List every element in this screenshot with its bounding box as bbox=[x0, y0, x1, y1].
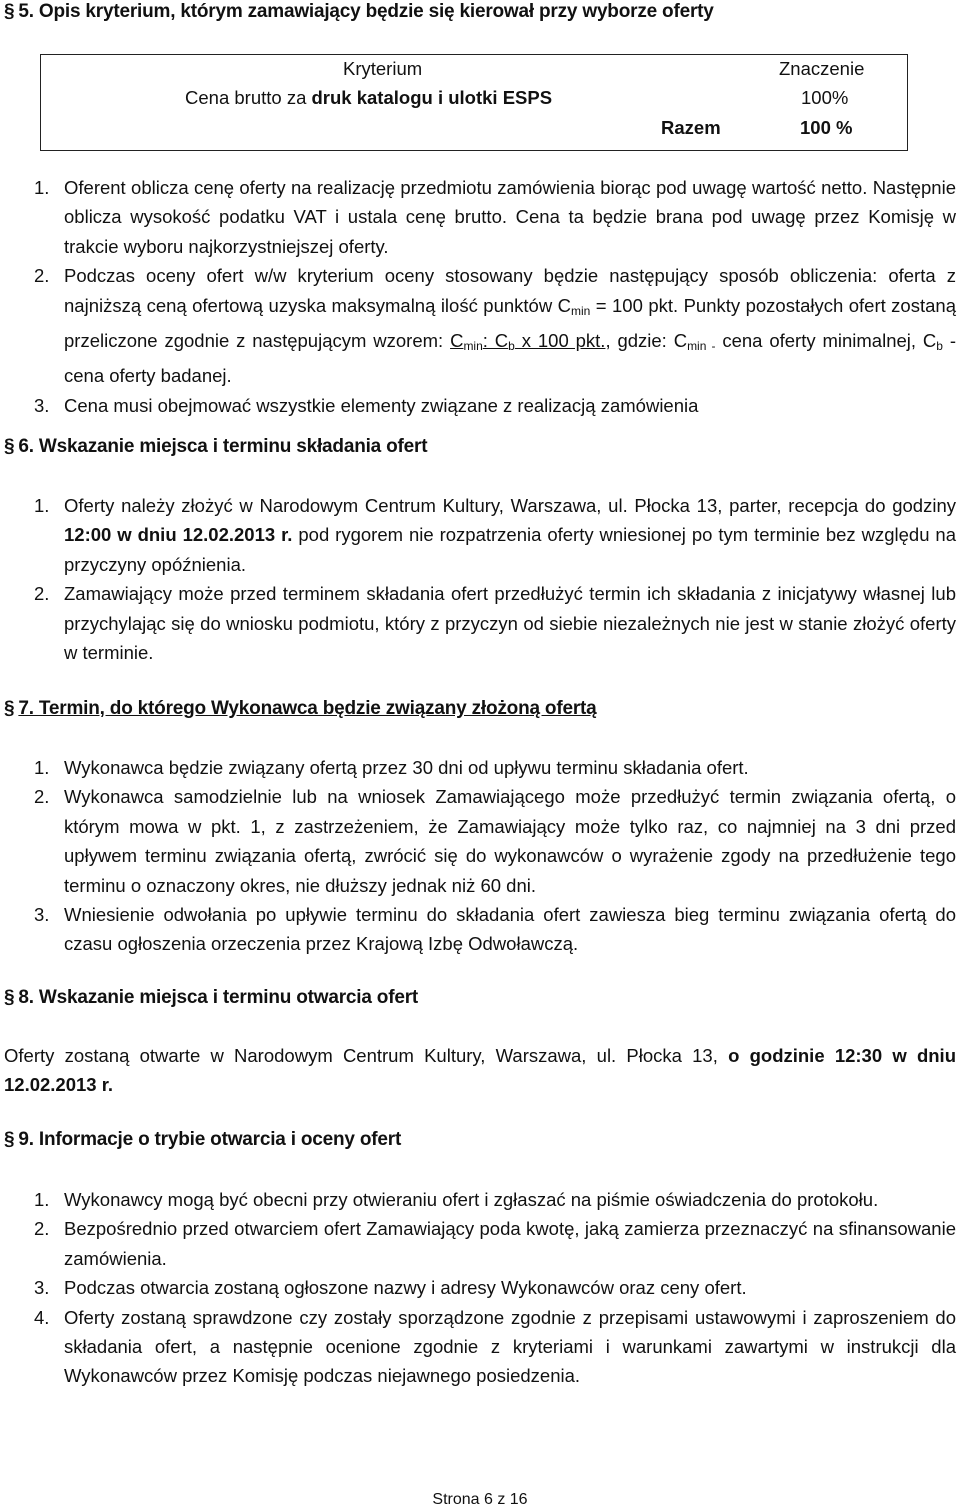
section-9-title: 9. Informacje o trybie otwarcia i oceny ofert bbox=[18, 1129, 402, 1150]
item-number: 4. bbox=[34, 1306, 50, 1328]
item-text: Oferty należy złożyć w Narodowym Centrum Kultury, Warszawa, ul. Płocka 13, parter, recepcja do godziny 12:00 w dniu 12.02.2013 r. pod rygorem nie rozpatrzenia oferty wniesionej po tym terminie bez względu na przyczyny opóźnienia. bbox=[64, 495, 957, 575]
section-7-list bbox=[34, 753, 956, 959]
section-5-list bbox=[34, 173, 956, 420]
item-text: Podczas otwarcia zostaną ogłoszone nazwy i adresy Wykonawców oraz ceny ofert. bbox=[64, 1277, 747, 1299]
criteria-table bbox=[40, 54, 908, 151]
total-label: Razem bbox=[661, 117, 721, 138]
item-number: 3. bbox=[34, 904, 50, 926]
list-item bbox=[34, 173, 956, 261]
section-6-heading bbox=[4, 436, 427, 458]
item-text: Wniesienie odwołania po upływie terminu do składania ofert zawiesza bieg terminu związania ofertą do czasu ogłoszenia orzeczenia przez Krajową Izbę Odwoławczą. bbox=[64, 904, 956, 955]
section-6-list bbox=[34, 491, 956, 667]
list-item bbox=[34, 491, 956, 579]
section-6-title: 6. Wskazanie miejsca i terminu składania ofert bbox=[18, 436, 428, 457]
item-number: 2. bbox=[34, 1218, 50, 1240]
item-number: 2. bbox=[34, 786, 50, 808]
section-sign: § bbox=[4, 1, 15, 22]
section-sign: § bbox=[4, 698, 15, 719]
formula: $C_{min}$: $C_b$ x 100 pkt. bbox=[450, 330, 606, 354]
list-item bbox=[34, 391, 956, 420]
section-7-title: 7. Termin, do którego Wykonawca będzie związany złożoną ofertą bbox=[18, 698, 597, 719]
item-text: Wykonawcy mogą być obecni przy otwieraniu ofert i zgłaszać na piśmie oświadczenia do protokołu. bbox=[64, 1189, 879, 1210]
item-text: Podczas oceny ofert w/w kryterium oceny stosowany będzie następujący sposób obliczenia: oferta z najniższą ceną ofertową uzyska maksymalną ilość punktów $C_{min} = 100$ pkt. Punkty pozostałych ofert zostaną przeliczone zgodnie z następującym wzorem: $C_{min}$: $C_b$ x 100 pkt., gdzie: $C_{min -}$ cena oferty minimalnej, $C_b$ - cena oferty badanej. bbox=[64, 265, 957, 387]
header-kryterium: Kryterium bbox=[343, 58, 423, 79]
list-item bbox=[34, 579, 956, 667]
item-number: 1. bbox=[34, 757, 50, 778]
item-text: Wykonawca samodzielnie lub na wniosek Zamawiającego może przedłużyć termin związania ofertą, o którym mowa w pkt. 1, z zastrzeżeniem, że Zamawiający może tylko raz, co najmniej na 3 dni przed upływem terminu związania ofertą, zwrócić się do wykonawców o wyrażenie zgody na przedłużenie tego terminu o oznaczony okres, nie dłuższy jednak niż 60 dni. bbox=[64, 786, 956, 896]
item-text: Zamawiający może przed terminem składania ofert przedłużyć termin ich składania z inicjatywy własnej lub przychylając się do wniosku podmiotu, który z przyczyn od siebie niezależnych nie jest w stanie złożyć oferty w terminie. bbox=[64, 583, 956, 664]
section-sign: § bbox=[4, 436, 15, 457]
item-text: Wykonawca będzie związany ofertą przez 30 dni od upływu terminu składania ofert. bbox=[64, 757, 749, 778]
item-text: Cena musi obejmować wszystkie elementy związane z realizacją zamówienia bbox=[64, 394, 699, 416]
list-item bbox=[34, 1185, 956, 1214]
item-text: Oferent oblicza cenę oferty na realizację przedmiotu zamówienia biorąc pod uwagę wartość netto. Następnie oblicza wysokość podatku VAT i ustala cenę brutto. Cena ta będzie brana pod uwagę przez Komisję w trakcie wyboru najkorzystniejszej oferty. bbox=[64, 177, 956, 257]
item-number: 1. bbox=[34, 495, 50, 516]
criterion-label-text: Cena brutto za bbox=[185, 87, 312, 108]
list-item bbox=[34, 900, 956, 959]
section-8-heading bbox=[4, 987, 418, 1009]
section-8-paragraph: Oferty zostaną otwarte w Narodowym Centrum Kultury, Warszawa, ul. Płocka 13, o godzinie 12:30 w dniu 12.02.2013 r. bbox=[4, 1045, 956, 1096]
list-item bbox=[34, 1214, 956, 1273]
item-text: Bezpośrednio przed otwarciem ofert Zamawiający poda kwotę, jaką zamierza przeznaczyć na sfinansowanie zamówienia. bbox=[64, 1218, 956, 1269]
item-number: 3. bbox=[34, 1277, 50, 1299]
list-item bbox=[34, 1303, 956, 1391]
total-value: 100 % bbox=[800, 117, 853, 138]
list-item bbox=[34, 1273, 956, 1302]
item-number: 2. bbox=[34, 583, 50, 605]
list-item bbox=[34, 782, 956, 900]
section-9-list bbox=[34, 1185, 956, 1391]
criterion-label-bold: druk katalogu i ulotki ESPS bbox=[311, 87, 553, 108]
item-number: 1. bbox=[34, 1189, 50, 1210]
list-item bbox=[34, 753, 956, 782]
item-number: 2. bbox=[34, 265, 50, 287]
criterion-row-value: 100% bbox=[801, 87, 849, 108]
section-5-heading bbox=[4, 1, 714, 23]
item-text: Oferty zostaną sprawdzone czy zostały sporządzone zgodnie z przepisami ustawowymi i zaproszeniem do składania ofert, a następnie ocenione zgodnie z kryteriami i warunkami zawartymi w instrukcji dla Wykonawców przez Komisję podczas niejawnego posiedzenia. bbox=[64, 1306, 956, 1387]
section-sign: § bbox=[4, 1129, 15, 1150]
item-number: 1. bbox=[34, 177, 50, 198]
section-sign: § bbox=[4, 987, 15, 1008]
section-9-heading bbox=[4, 1129, 401, 1151]
section-7-heading bbox=[4, 698, 597, 720]
section-8-title: 8. Wskazanie miejsca i terminu otwarcia ofert bbox=[18, 987, 419, 1008]
criterion-row-label bbox=[185, 87, 552, 109]
section-5-title: 5. Opis kryterium, którym zamawiający będzie się kierował przy wyborze oferty bbox=[18, 1, 714, 22]
page-footer: Strona 6 z 16 bbox=[432, 1491, 528, 1508]
list-item bbox=[34, 261, 956, 391]
item-number: 3. bbox=[34, 394, 50, 416]
header-znaczenie: Znaczenie bbox=[779, 58, 865, 79]
